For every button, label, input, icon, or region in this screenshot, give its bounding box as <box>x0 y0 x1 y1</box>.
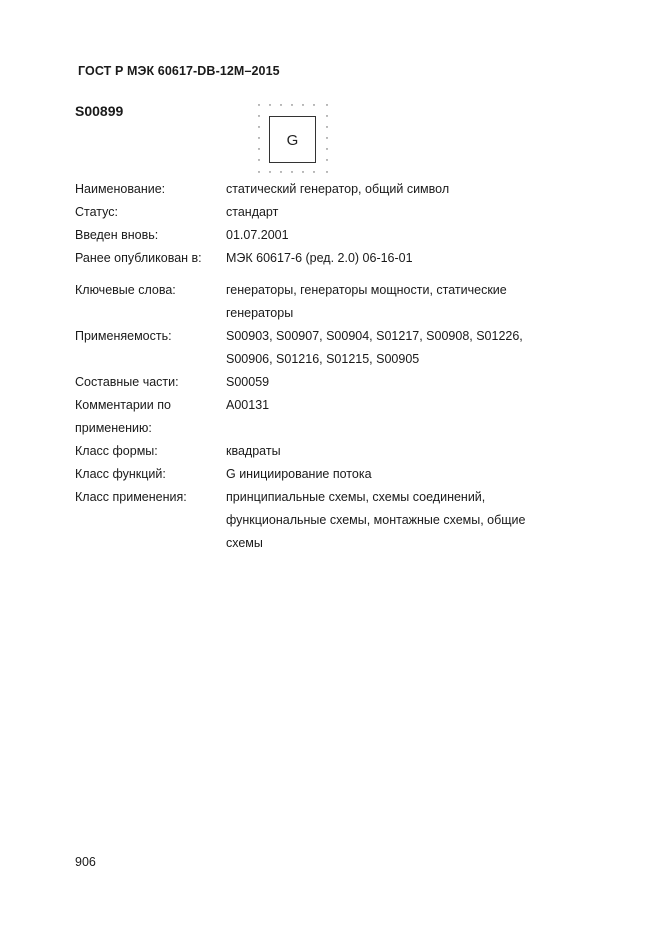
field-label: Класс формы: <box>75 444 158 458</box>
symbol-glyph-letter: G <box>286 132 299 149</box>
field-row-name <box>75 178 595 201</box>
field-label: Комментарии по применению: <box>75 398 171 435</box>
field-label: Введен вновь: <box>75 228 159 242</box>
field-label: Статус: <box>75 205 118 219</box>
generator-symbol-icon <box>258 104 330 174</box>
field-row-shape-class <box>75 440 595 463</box>
field-label: Составные части: <box>75 375 179 389</box>
field-row-application-class <box>75 486 595 555</box>
field-label: Класс функций: <box>75 467 166 481</box>
field-row-components <box>75 371 595 394</box>
page-number: 906 <box>75 855 96 869</box>
field-label: Применяемость: <box>75 329 172 343</box>
field-value: статический генератор, общий символ <box>226 182 450 196</box>
field-row-function-class <box>75 463 595 486</box>
field-value: S00059 <box>226 375 270 389</box>
field-value: принципиальные схемы, схемы соединений, функциональные схемы, монтажные схемы, общие схемы <box>226 490 526 550</box>
field-row-introduced <box>75 224 595 247</box>
field-value: 01.07.2001 <box>226 228 289 242</box>
field-value: генераторы, генераторы мощности, статические генераторы <box>226 283 507 320</box>
field-label: Ранее опубликован в: <box>75 251 202 265</box>
field-value: S00903, S00907, S00904, S01217, S00908, S01226, S00906, S01216, S01215, S00905 <box>226 329 523 366</box>
field-label: Класс применения: <box>75 490 187 504</box>
field-value: квадраты <box>226 444 281 458</box>
field-row-status <box>75 201 595 224</box>
document-standard-header: ГОСТ Р МЭК 60617-DB-12M–2015 <box>78 64 280 78</box>
field-label: Ключевые слова: <box>75 283 176 297</box>
field-row-keywords <box>75 279 595 325</box>
field-value: G инициирование потока <box>226 467 372 481</box>
field-row-previously-published <box>75 247 595 270</box>
field-value: стандарт <box>226 205 279 219</box>
field-row-application-notes <box>75 394 595 440</box>
field-label: Наименование: <box>75 182 166 196</box>
field-value: МЭК 60617-6 (ред. 2.0) 06-16-01 <box>226 251 413 265</box>
symbol-properties <box>75 178 595 555</box>
symbol-figure <box>258 104 330 174</box>
symbol-code: S00899 <box>75 103 124 119</box>
field-row-applicability <box>75 325 595 371</box>
field-value: A00131 <box>226 398 270 412</box>
